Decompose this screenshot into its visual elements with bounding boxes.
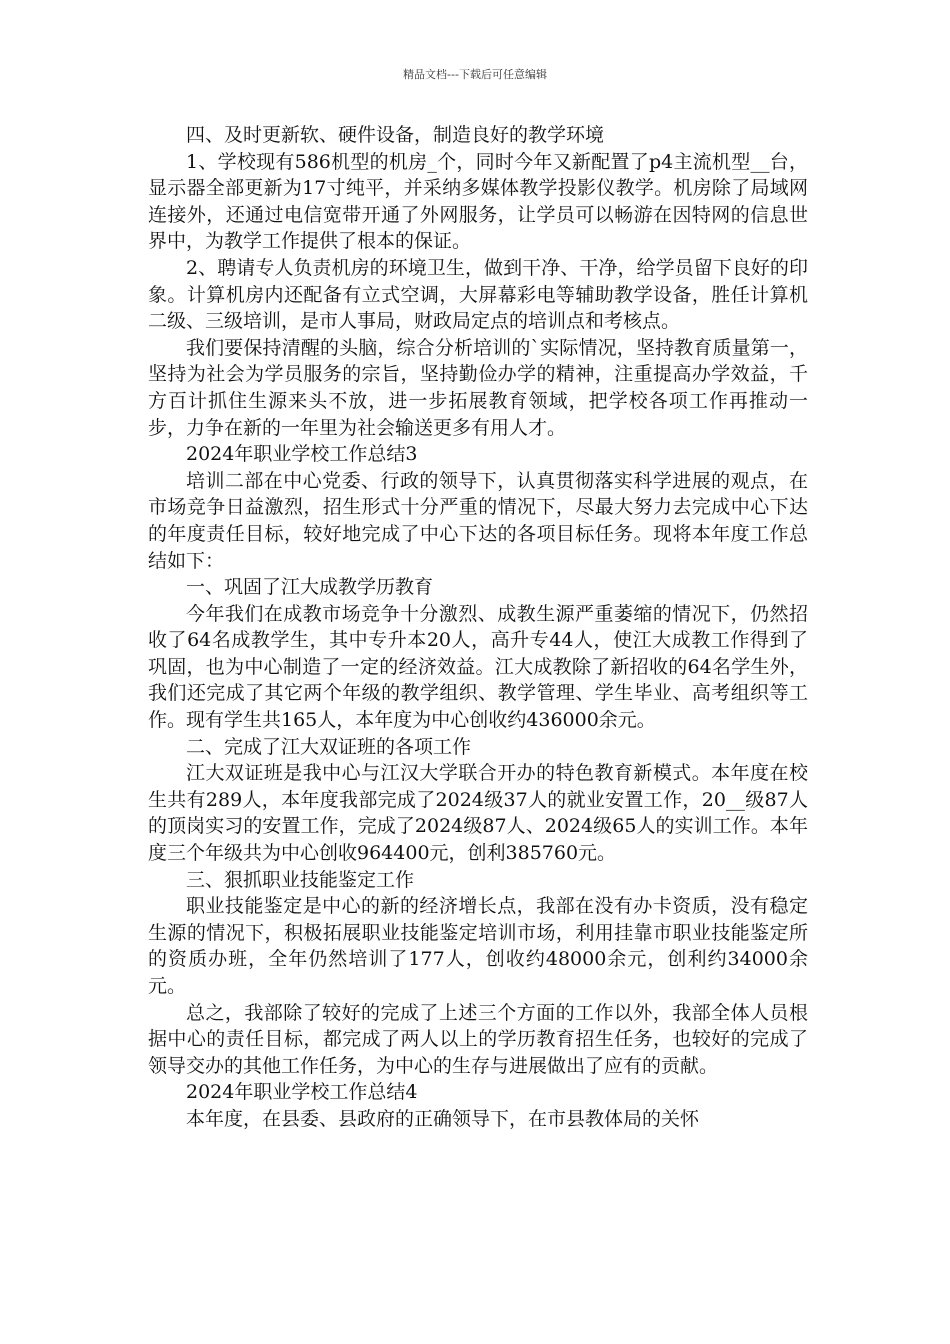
paragraph: 2、聘请专人负责机房的环境卫生，做到干净、干净，给学员留下良好的印象。计算机房内还配备有立式空调，大屏幕彩电等辅助教学设备，胜任计算机二级、三级培训，是市人事局，财政局定点的培训点和考核点。 xyxy=(148,256,808,333)
paragraph: 总之，我部除了较好的完成了上述三个方面的工作以外，我部全体人员根据中心的责任目标，都完成了两人以上的学历教育招生任务，也较好的完成了领导交办的其他工作任务，为中心的生存与进展做出了应有的贡献。 xyxy=(148,1001,808,1077)
paragraph: 本年度，在县委、县政府的正确领导下，在市县教体局的关怀 xyxy=(186,1107,700,1130)
section-heading: 四、及时更新软、硬件设备，制造良好的教学环境 xyxy=(186,124,605,146)
section-heading: 一、巩固了江大成教学历教育 xyxy=(186,576,434,599)
report-title: 2024年职业学校工作总结4 xyxy=(186,1081,418,1104)
paragraph: 今年我们在成教市场竞争十分激烈、成教生源严重萎缩的情况下，仍然招收了64名成教学生，其中专升本20人，高升专44人，使江大成教工作得到了巩固，也为中心制造了一定的经济效益。江大成教除了新招收的64名学生外，我们还完成了其它两个年级的教学组织、教学管理、学生毕业、高考组织等工作。现有学生共165人，本年度为中心创收约436000余元。 xyxy=(148,602,808,732)
section-heading: 二、完成了江大双证班的各项工作 xyxy=(186,735,472,758)
paragraph: 江大双证班是我中心与江汉大学联合开办的特色教育新模式。本年度在校生共有289人，本年度我部完成了2024级37人的就业安置工作，20__级87人的顶岗实习的安置工作，完成了2024级87人、2024级65人的实训工作。本年度三个年级共为中心创收964400元，创利385760元。 xyxy=(148,762,808,865)
report-title: 2024年职业学校工作总结3 xyxy=(186,443,418,466)
paragraph: 1、学校现有586机型的机房_个，同时今年又新配置了p4主流机型__台，显示器全部更新为17寸纯平，并采纳多媒体教学投影仪教学。机房除了局域网连接外，还通过电信宽带开通了外网服务，让学员可以畅游在因特网的信息世界中，为教学工作提供了根本的保证。 xyxy=(148,150,808,253)
paragraph: 培训二部在中心党委、行政的领导下，认真贯彻落实科学进展的观点，在市场竞争日益激烈，招生形式十分严重的情况下，尽最大努力去完成中心下达的年度责任目标，较好地完成了中心下达的各项目标任务。现将本年度工作总结如下： xyxy=(148,469,808,572)
page-header: 精品文档---下载后可任意编辑 xyxy=(403,68,547,81)
document-body xyxy=(148,122,808,1133)
paragraph: 职业技能鉴定是中心的新的经济增长点，我部在没有办卡资质，没有稳定生源的情况下，积极拓展职业技能鉴定培训市场，利用挂靠市职业技能鉴定所的资质办班，全年仍然培训了177人，创收约48000余元，创利约34000余元。 xyxy=(148,895,808,997)
section-heading: 三、狠抓职业技能鉴定工作 xyxy=(186,868,415,891)
paragraph: 我们要保持清醒的头脑，综合分析培训的`实际情况，坚持教育质量第一，坚持为社会为学员服务的宗旨，坚持勤俭办学的精神，注重提高办学效益，千方百计抓住生源来头不放，进一步拓展教育领域，把学校各项工作再推动一步，力争在新的一年里为社会输送更多有用人才。 xyxy=(148,336,808,439)
